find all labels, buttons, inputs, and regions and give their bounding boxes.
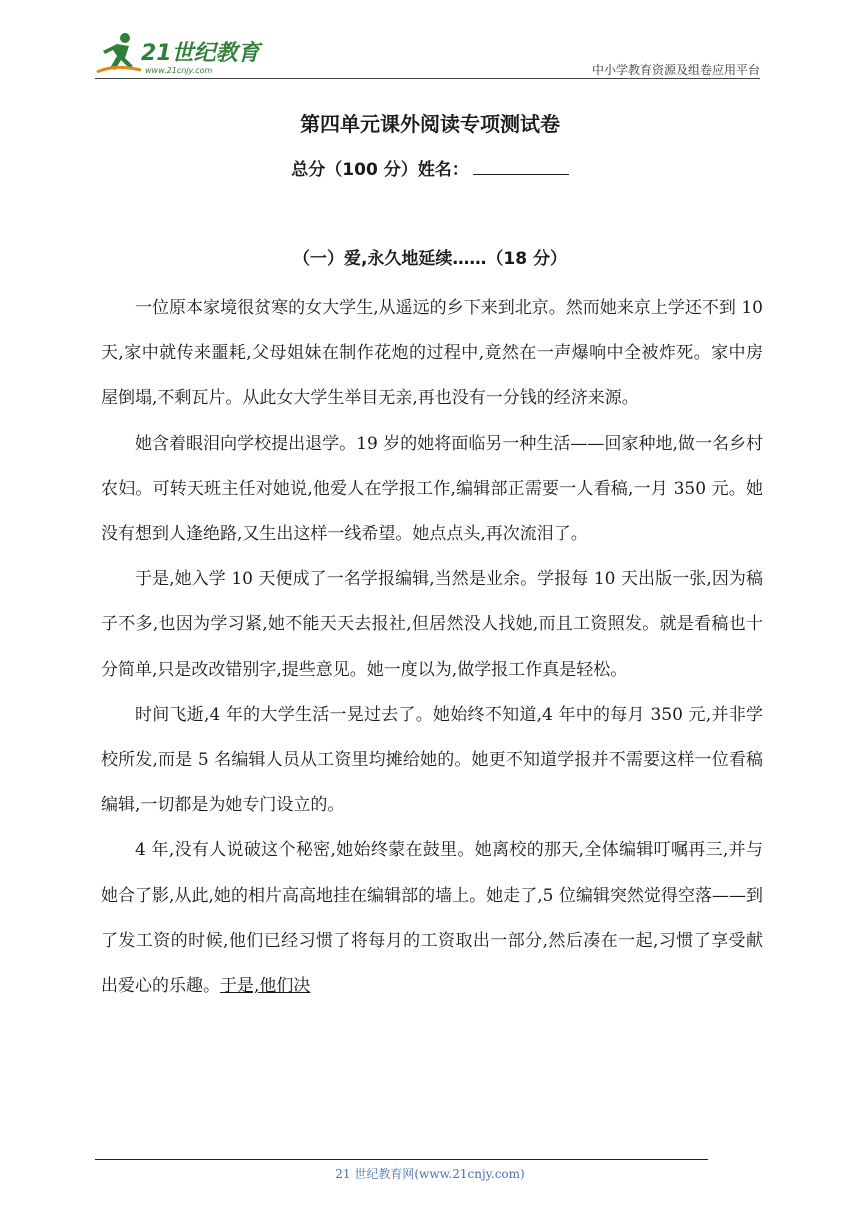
score-name-line (0, 155, 860, 180)
paragraph-text: 4 年,没有人说破这个秘密,她始终蒙在鼓里。她离校的那天,全体编辑叮嘱再三,并与她合了影,从此,她的相片高高地挂在编辑部的墙上。她走了,5 位编辑突然觉得空落——到了发工资的时候,他们已经习惯了将每月的工资取出一部分,然后凑在一起,习惯了享受献出爱心的乐趣。 (101, 840, 763, 997)
logo (95, 30, 265, 76)
paragraph: 于是,她入学 10 天便成了一名学报编辑,当然是业余。学报每 10 天出版一张,因为稿子不多,也因为学习紧,她不能天天去报社,但居然没人找她,而且工资照发。就是看稿也十分简单,只是改改错别字,提些意见。她一度以为,做学报工作真是轻松。 (101, 569, 763, 680)
underlined-text: 于是,他们决 (220, 976, 311, 997)
runner-logo-icon (95, 30, 143, 76)
paragraph: 她含着眼泪向学校提出退学。19 岁的她将面临另一种生活——回家种地,做一名乡村农妇。可转天班主任对她说,他爱人在学报工作,编辑部正需要一人看稿,一月 350 元。她没有想到人逢绝路,又生出这样一线希望。她点点头,再次流泪了。 (101, 433, 763, 545)
paragraph: 一位原本家境很贫寒的女大学生,从遥远的乡下来到北京。然而她来京上学还不到 10 天,家中就传来噩耗,父母姐妹在制作花炮的过程中,竟然在一声爆响中全被炸死。家中房屋倒塌,不剩瓦片。从此女大学生举目无亲,再也没有一分钱的经济来源。 (101, 298, 763, 409)
logo-url: www.21cnjy.com (145, 66, 213, 75)
header-divider (95, 78, 760, 79)
paragraph: 时间飞逝,4 年的大学生活一晃过去了。她始终不知道,4 年中的每月 350 元,并非学校所发,而是 5 名编辑人员从工资里均摊给她的。她更不知道学报并不需要这样一位看稿编辑,一切都是为她专门设立的。 (101, 704, 763, 816)
footer-divider (95, 1159, 708, 1160)
logo-text: 21世纪教育 (141, 41, 260, 66)
section-title: （一）爱,永久地延续……（18 分） (292, 249, 568, 269)
page-title: 第四单元课外阅读专项测试卷 (300, 112, 560, 136)
platform-label: 中小学教育资源及组卷应用平台 (591, 63, 760, 77)
name-blank-field[interactable] (473, 158, 569, 175)
paragraph (101, 828, 763, 1009)
page-header (95, 28, 760, 78)
footer-text: 21 世纪教育网(www.21cnjy.com) (335, 1167, 525, 1181)
passage (101, 286, 763, 1009)
score-label: 总分（100 分）姓名： (291, 160, 469, 180)
